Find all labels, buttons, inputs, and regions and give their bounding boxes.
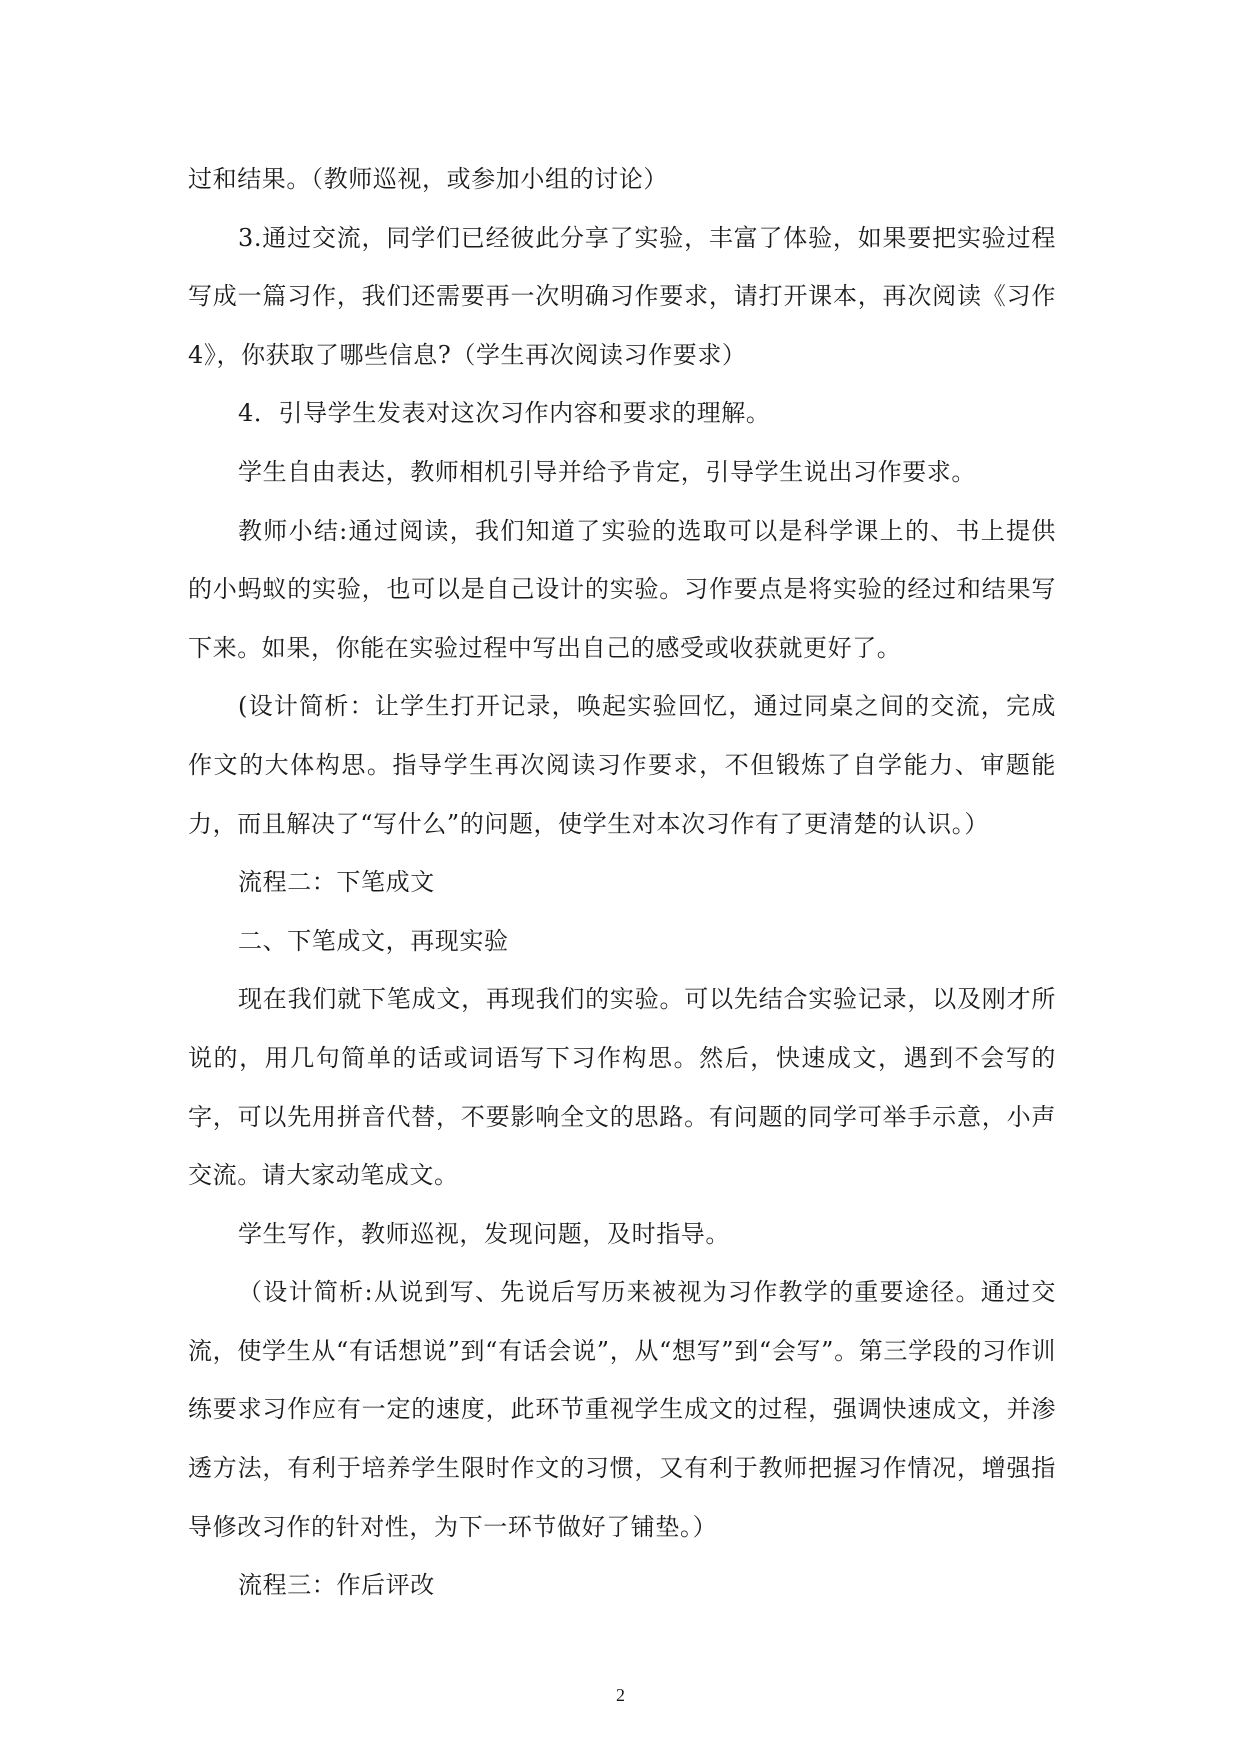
paragraph-student-expression: 学生自由表达，教师相机引导并给予肯定，引导学生说出习作要求。 [238,457,976,486]
subheading-write-essay: 二、下笔成文，再现实验 [238,926,509,955]
paragraph-step-4: 4．引导学生发表对这次习作内容和要求的理解。 [238,399,771,428]
paragraph-design-analysis-2: （设计简析:从说到写、先说后写历来被视为习作教学的重要途径。通过交流，使学生从“有话想说”到“有话会说”，从“想写”到“会写”。第三学段的习作训练要求习作应有一定的速度，此环节重视学生成文的过程，强调快速成文，并渗透方法，有利于培养学生限时作文的习惯，又有利于教师把握习作情况，增强指导修改习作的针对性，为下一环节做好了铺垫。） [188,1278,1056,1541]
paragraph-teacher-summary: 教师小结:通过阅读，我们知道了实验的选取可以是科学课上的、书上提供的小蚂蚁的实验，也可以是自己设计的实验。习作要点是将实验的经过和结果写下来。如果，你能在实验过程中写出自己的感受或收获就更好了。 [188,516,1056,662]
paragraph-step-3: 3.通过交流，同学们已经彼此分享了实验，丰富了体验，如果要把实验过程写成一篇习作，我们还需要再一次明确习作要求，请打开课本，再次阅读《习作4》，你获取了哪些信息?（学生再次阅读习作要求） [188,223,1056,369]
document-body [188,150,1056,1615]
paragraph-design-analysis-1: (设计简析：让学生打开记录，唤起实验回忆，通过同桌之间的交流，完成作文的大体构思。指导学生再次阅读习作要求，不但锻炼了自学能力、审题能力，而且解决了“写什么”的问题，使学生对本次习作有了更清楚的认识。） [188,692,1056,838]
page-number: 2 [616,1685,625,1705]
section-heading-process-2: 流程二：下笔成文 [238,868,435,897]
paragraph-continuation: 过和结果。（教师巡视，或参加小组的讨论） [188,165,668,193]
paragraph-student-writing: 学生写作，教师巡视，发现问题，及时指导。 [238,1219,730,1248]
section-heading-process-3: 流程三：作后评改 [238,1571,435,1600]
paragraph-writing-instructions: 现在我们就下笔成文，再现我们的实验。可以先结合实验记录，以及刚才所说的，用几句简单的话或词语写下习作构思。然后，快速成文，遇到不会写的字，可以先用拼音代替，不要影响全文的思路。有问题的同学可举手示意，小声交流。请大家动笔成文。 [188,985,1056,1190]
